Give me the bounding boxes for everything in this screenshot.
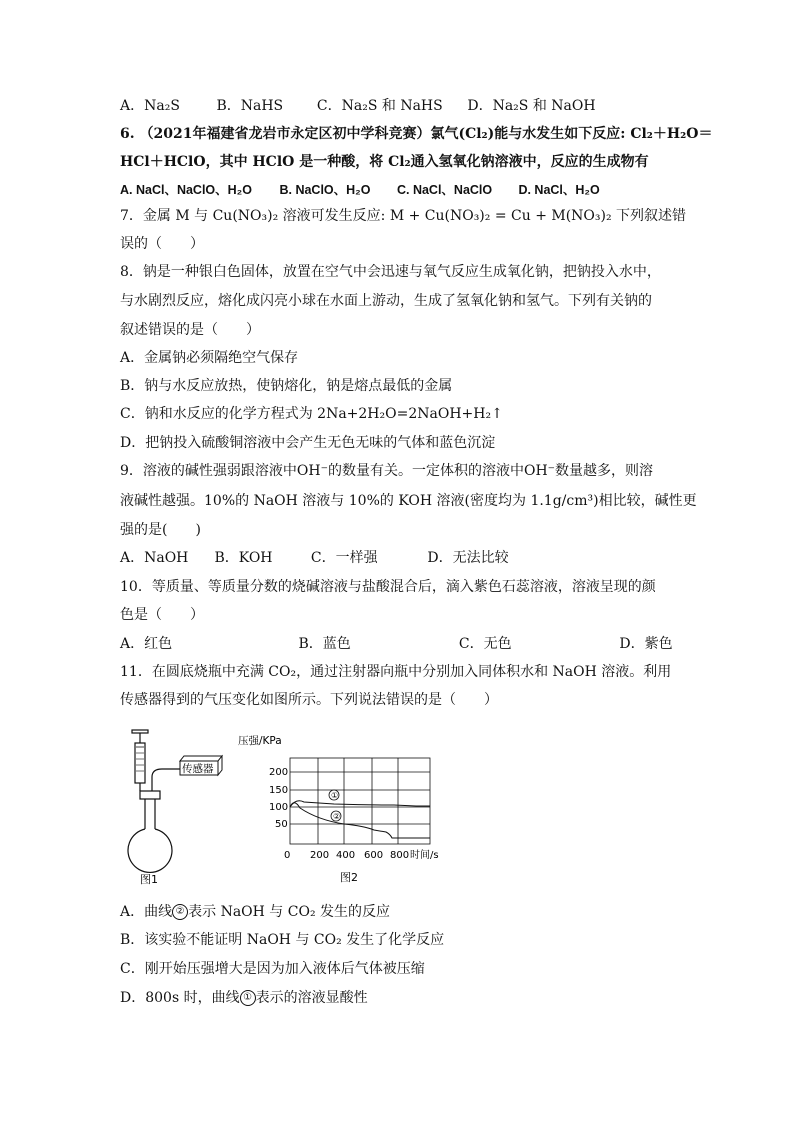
curve-2-marker: ②: [172, 904, 188, 920]
q9-option-a: A．NaOH: [120, 550, 189, 566]
x-tick-600: 600: [364, 850, 384, 861]
q10-options: [120, 634, 673, 654]
q5-options: [120, 96, 596, 116]
q11-option-a-prefix: A．曲线: [120, 904, 173, 920]
q8-line2: 与水剧烈反应，熔化成闪亮小球在水面上游动，生成了氢氧化钠和氢气。下列有关钠的: [120, 293, 652, 309]
x-tick-200: 200: [310, 850, 330, 861]
q11-option-a-suffix: 表示 NaOH 与 CO₂ 发生的反应: [188, 904, 391, 920]
q10-line2: 色是（ ）: [120, 607, 204, 623]
q6-option-a: A. NaCl、NaClO、H₂O: [120, 183, 252, 197]
y-tick-200: 200: [269, 767, 289, 778]
q10-option-a: A．红色: [120, 636, 173, 652]
figure-1-apparatus: [118, 725, 238, 885]
q8-line3: 叙述错误的是（ ）: [120, 322, 260, 338]
figure-2-caption: 图2: [340, 871, 358, 884]
curve-1-label: ①: [331, 791, 339, 800]
x-tick-0: 0: [284, 850, 291, 861]
sensor-label: 传感器: [182, 763, 214, 775]
q6-line2: HCl＋HClO，其中 HClO 是一种酸，将 Cl₂通入氢氧化钠溶液中，反应的生成物有: [120, 154, 649, 170]
figure-1-caption: 图1: [140, 873, 158, 885]
q11-option-a: [120, 902, 390, 922]
q7-line2: 误的（ ）: [120, 236, 204, 252]
q7-line1: 7．金属 M 与 Cu(NO₃)₂ 溶液可发生反应: M + Cu(NO₃)₂ = Cu + M(NO₃)₂ 下列叙述错: [120, 208, 687, 224]
q9-options: [120, 548, 509, 568]
q8-line1: 8．钠是一种银白色固体，放置在空气中会迅速与氧气反应生成氧化钠，把钠投入水中，: [120, 264, 661, 280]
q11-option-d-suffix: 表示的溶液显酸性: [255, 990, 368, 1006]
q9-option-d: D．无法比较: [427, 550, 509, 566]
q10-option-d: D．紫色: [619, 636, 673, 652]
q8-option-d: D．把钠投入硫酸铜溶液中会产生无色无味的气体和蓝色沉淀: [120, 435, 496, 451]
q5-option-b: B．NaHS: [216, 98, 284, 114]
curve-1: [290, 801, 430, 807]
q11-option-b: B．该实验不能证明 NaOH 与 CO₂ 发生了化学反应: [120, 932, 445, 948]
chart-ylabel: 压强/KPa: [238, 735, 282, 747]
q5-option-a: A．Na₂S: [120, 98, 180, 114]
q9-line1: 9．溶液的碱性强弱跟溶液中OH⁻的数量有关。一定体积的溶液中OH⁻数量越多，则溶: [120, 463, 654, 479]
q6-option-d: D. NaCl、H₂O: [518, 183, 600, 197]
curve-2: [290, 803, 430, 838]
q9-option-c: C．一样强: [310, 550, 378, 566]
q10-option-c: C．无色: [458, 636, 512, 652]
q11-option-d: [120, 988, 368, 1008]
q11-option-c: C．刚开始压强增大是因为加入液体后气体被压缩: [120, 961, 425, 977]
x-tick-400: 400: [336, 850, 356, 861]
q6-option-b: B. NaClO、H₂O: [279, 183, 371, 197]
y-tick-50: 50: [275, 819, 288, 830]
q8-option-a: A．金属钠必须隔绝空气保存: [120, 350, 299, 366]
y-tick-100: 100: [269, 802, 289, 813]
q6-options: [120, 180, 600, 200]
q5-option-c: C．Na₂S 和 NaHS: [316, 98, 443, 114]
q10-option-b: B．蓝色: [298, 636, 351, 652]
q8-option-c: C．钠和水反应的化学方程式为 2Na+2H₂O=2NaOH+H₂↑: [120, 406, 503, 422]
curve-1-marker: ①: [240, 990, 256, 1006]
q5-option-d: D．Na₂S 和 NaOH: [467, 98, 596, 114]
figure-2-pressure-chart: [234, 728, 464, 888]
q8-option-b: B．钠与水反应放热，使钠熔化，钠是熔点最低的金属: [120, 378, 453, 394]
q9-line3: 强的是( ): [120, 522, 201, 538]
chart-xlabel: 时间/s: [410, 850, 439, 861]
y-tick-150: 150: [269, 785, 289, 796]
q11-line1: 11．在圆底烧瓶中充满 CO₂，通过注射器向瓶中分别加入同体积水和 NaOH 溶液。利用: [120, 664, 672, 680]
q6-option-c: C. NaCl、NaClO: [396, 183, 493, 197]
q6-line1: 6. （2021年福建省龙岩市永定区初中学科竞赛）氯气(Cl₂)能与水发生如下反应: Cl₂＋H₂O＝: [120, 126, 713, 142]
q9-line2: 液碱性越强。10%的 NaOH 溶液与 10%的 KOH 溶液(密度均为 1.1g/cm³)相比较，碱性更: [120, 493, 697, 509]
q9-option-b: B．KOH: [214, 550, 273, 566]
q11-option-d-prefix: D．800s 时，曲线: [120, 990, 240, 1006]
q10-line1: 10．等质量、等质量分数的烧碱溶液与盐酸混合后，滴入紫色石蕊溶液，溶液呈现的颜: [120, 579, 656, 595]
q11-line2: 传感器得到的气压变化如图所示。下列说法错误的是（ ）: [120, 692, 498, 708]
curve-2-label: ②: [333, 812, 341, 821]
x-tick-800: 800: [390, 850, 410, 861]
